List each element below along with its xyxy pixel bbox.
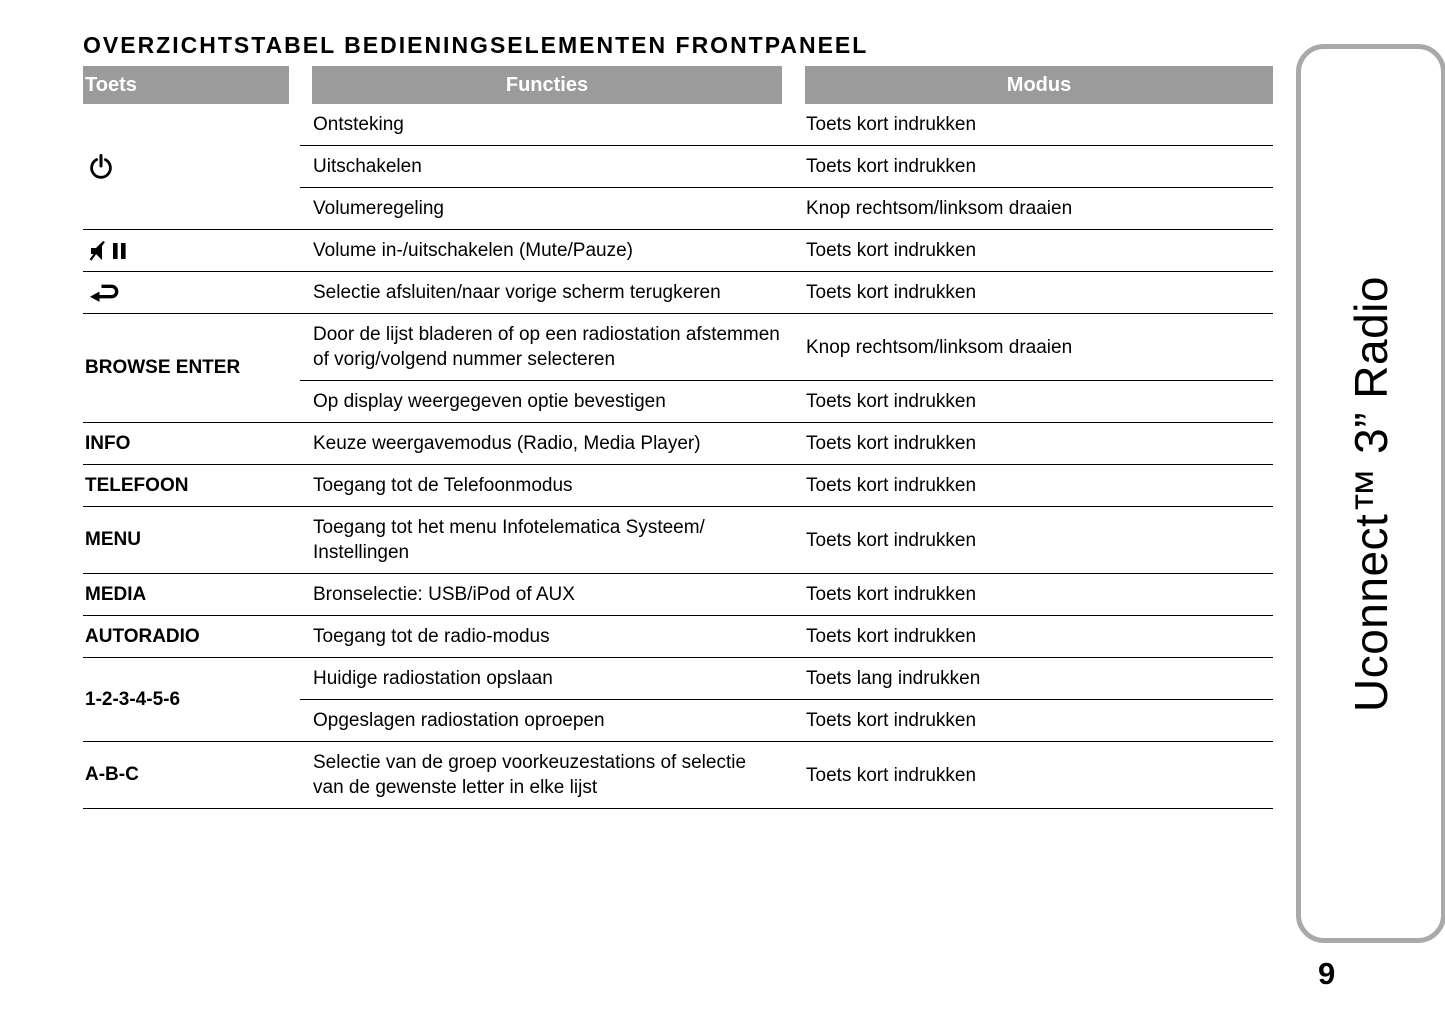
toets-cell: INFO xyxy=(83,423,300,465)
functie-cell: Toegang tot de Telefoonmodus xyxy=(300,465,793,507)
modus-cell: Toets lang indrukken xyxy=(793,658,1273,700)
table-row xyxy=(83,314,1273,381)
table-row xyxy=(83,423,1273,465)
functie-cell: Toegang tot de radio-modus xyxy=(300,616,793,658)
table-row xyxy=(83,230,1273,272)
functie-cell: Uitschakelen xyxy=(300,146,793,188)
table-row xyxy=(83,465,1273,507)
back-icon xyxy=(85,282,119,302)
toets-cell: 1-2-3-4-5-6 xyxy=(83,658,300,742)
modus-cell: Toets kort indrukken xyxy=(793,574,1273,616)
table-row xyxy=(83,507,1273,574)
modus-cell: Toets kort indrukken xyxy=(793,616,1273,658)
chapter-side-tab xyxy=(1296,44,1445,943)
modus-cell: Toets kort indrukken xyxy=(793,465,1273,507)
table-row xyxy=(83,742,1273,809)
toets-cell: TELEFOON xyxy=(83,465,300,507)
functie-cell: Keuze weergavemodus (Radio, Media Player) xyxy=(300,423,793,465)
functie-cell: Volume in-/uitschakelen (Mute/Pauze) xyxy=(300,230,793,272)
table-row xyxy=(83,616,1273,658)
toets-cell xyxy=(83,230,300,272)
modus-cell: Toets kort indrukken xyxy=(793,104,1273,146)
column-header-modus: Modus xyxy=(805,66,1273,104)
mute-pause-icon xyxy=(85,239,135,263)
modus-cell: Toets kort indrukken xyxy=(793,423,1273,465)
toets-cell: MEDIA xyxy=(83,574,300,616)
functie-cell: Selectie van de groep voorkeuzestations of selectie van de gewenste letter in elke lijst xyxy=(300,742,793,809)
table-row xyxy=(83,272,1273,314)
column-header-toets: Toets xyxy=(83,66,289,104)
functie-cell: Huidige radiostation opslaan xyxy=(300,658,793,700)
controls-table xyxy=(83,66,1273,809)
modus-cell: Toets kort indrukken xyxy=(793,742,1273,809)
functie-cell: Op display weergegeven optie bevestigen xyxy=(300,381,793,423)
toets-cell: A-B-C xyxy=(83,742,300,809)
toets-cell xyxy=(83,272,300,314)
page-title: OVERZICHTSTABEL BEDIENINGSELEMENTEN FRONTPANEEL xyxy=(83,32,869,58)
page-number: 9 xyxy=(1318,956,1336,991)
functie-cell: Door de lijst bladeren of op een radiostation afstemmen of vorig/volgend nummer selecteren xyxy=(300,314,793,381)
functie-cell: Bronselectie: USB/iPod of AUX xyxy=(300,574,793,616)
modus-cell: Toets kort indrukken xyxy=(793,507,1273,574)
table-row xyxy=(83,574,1273,616)
modus-cell: Toets kort indrukken xyxy=(793,146,1273,188)
table-row xyxy=(83,104,1273,146)
power-icon xyxy=(85,154,113,180)
table-row xyxy=(83,658,1273,700)
functie-cell: Toegang tot het menu Infotelematica Systeem/ Instellingen xyxy=(300,507,793,574)
modus-cell: Knop rechtsom/linksom draaien xyxy=(793,314,1273,381)
functie-cell: Selectie afsluiten/naar vorige scherm terugkeren xyxy=(300,272,793,314)
modus-cell: Knop rechtsom/linksom draaien xyxy=(793,188,1273,230)
toets-cell: MENU xyxy=(83,507,300,574)
column-header-functies: Functies xyxy=(312,66,782,104)
toets-cell xyxy=(83,104,300,230)
toets-cell: AUTORADIO xyxy=(83,616,300,658)
modus-cell: Toets kort indrukken xyxy=(793,700,1273,742)
modus-cell: Toets kort indrukken xyxy=(793,381,1273,423)
modus-cell: Toets kort indrukken xyxy=(793,230,1273,272)
functie-cell: Ontsteking xyxy=(300,104,793,146)
modus-cell: Toets kort indrukken xyxy=(793,272,1273,314)
functie-cell: Volumeregeling xyxy=(300,188,793,230)
functie-cell: Opgeslagen radiostation oproepen xyxy=(300,700,793,742)
table-header-row xyxy=(83,66,1273,104)
chapter-side-tab-label: Uconnect™ 3” Radio xyxy=(1345,275,1397,712)
toets-cell: BROWSE ENTER xyxy=(83,314,300,423)
